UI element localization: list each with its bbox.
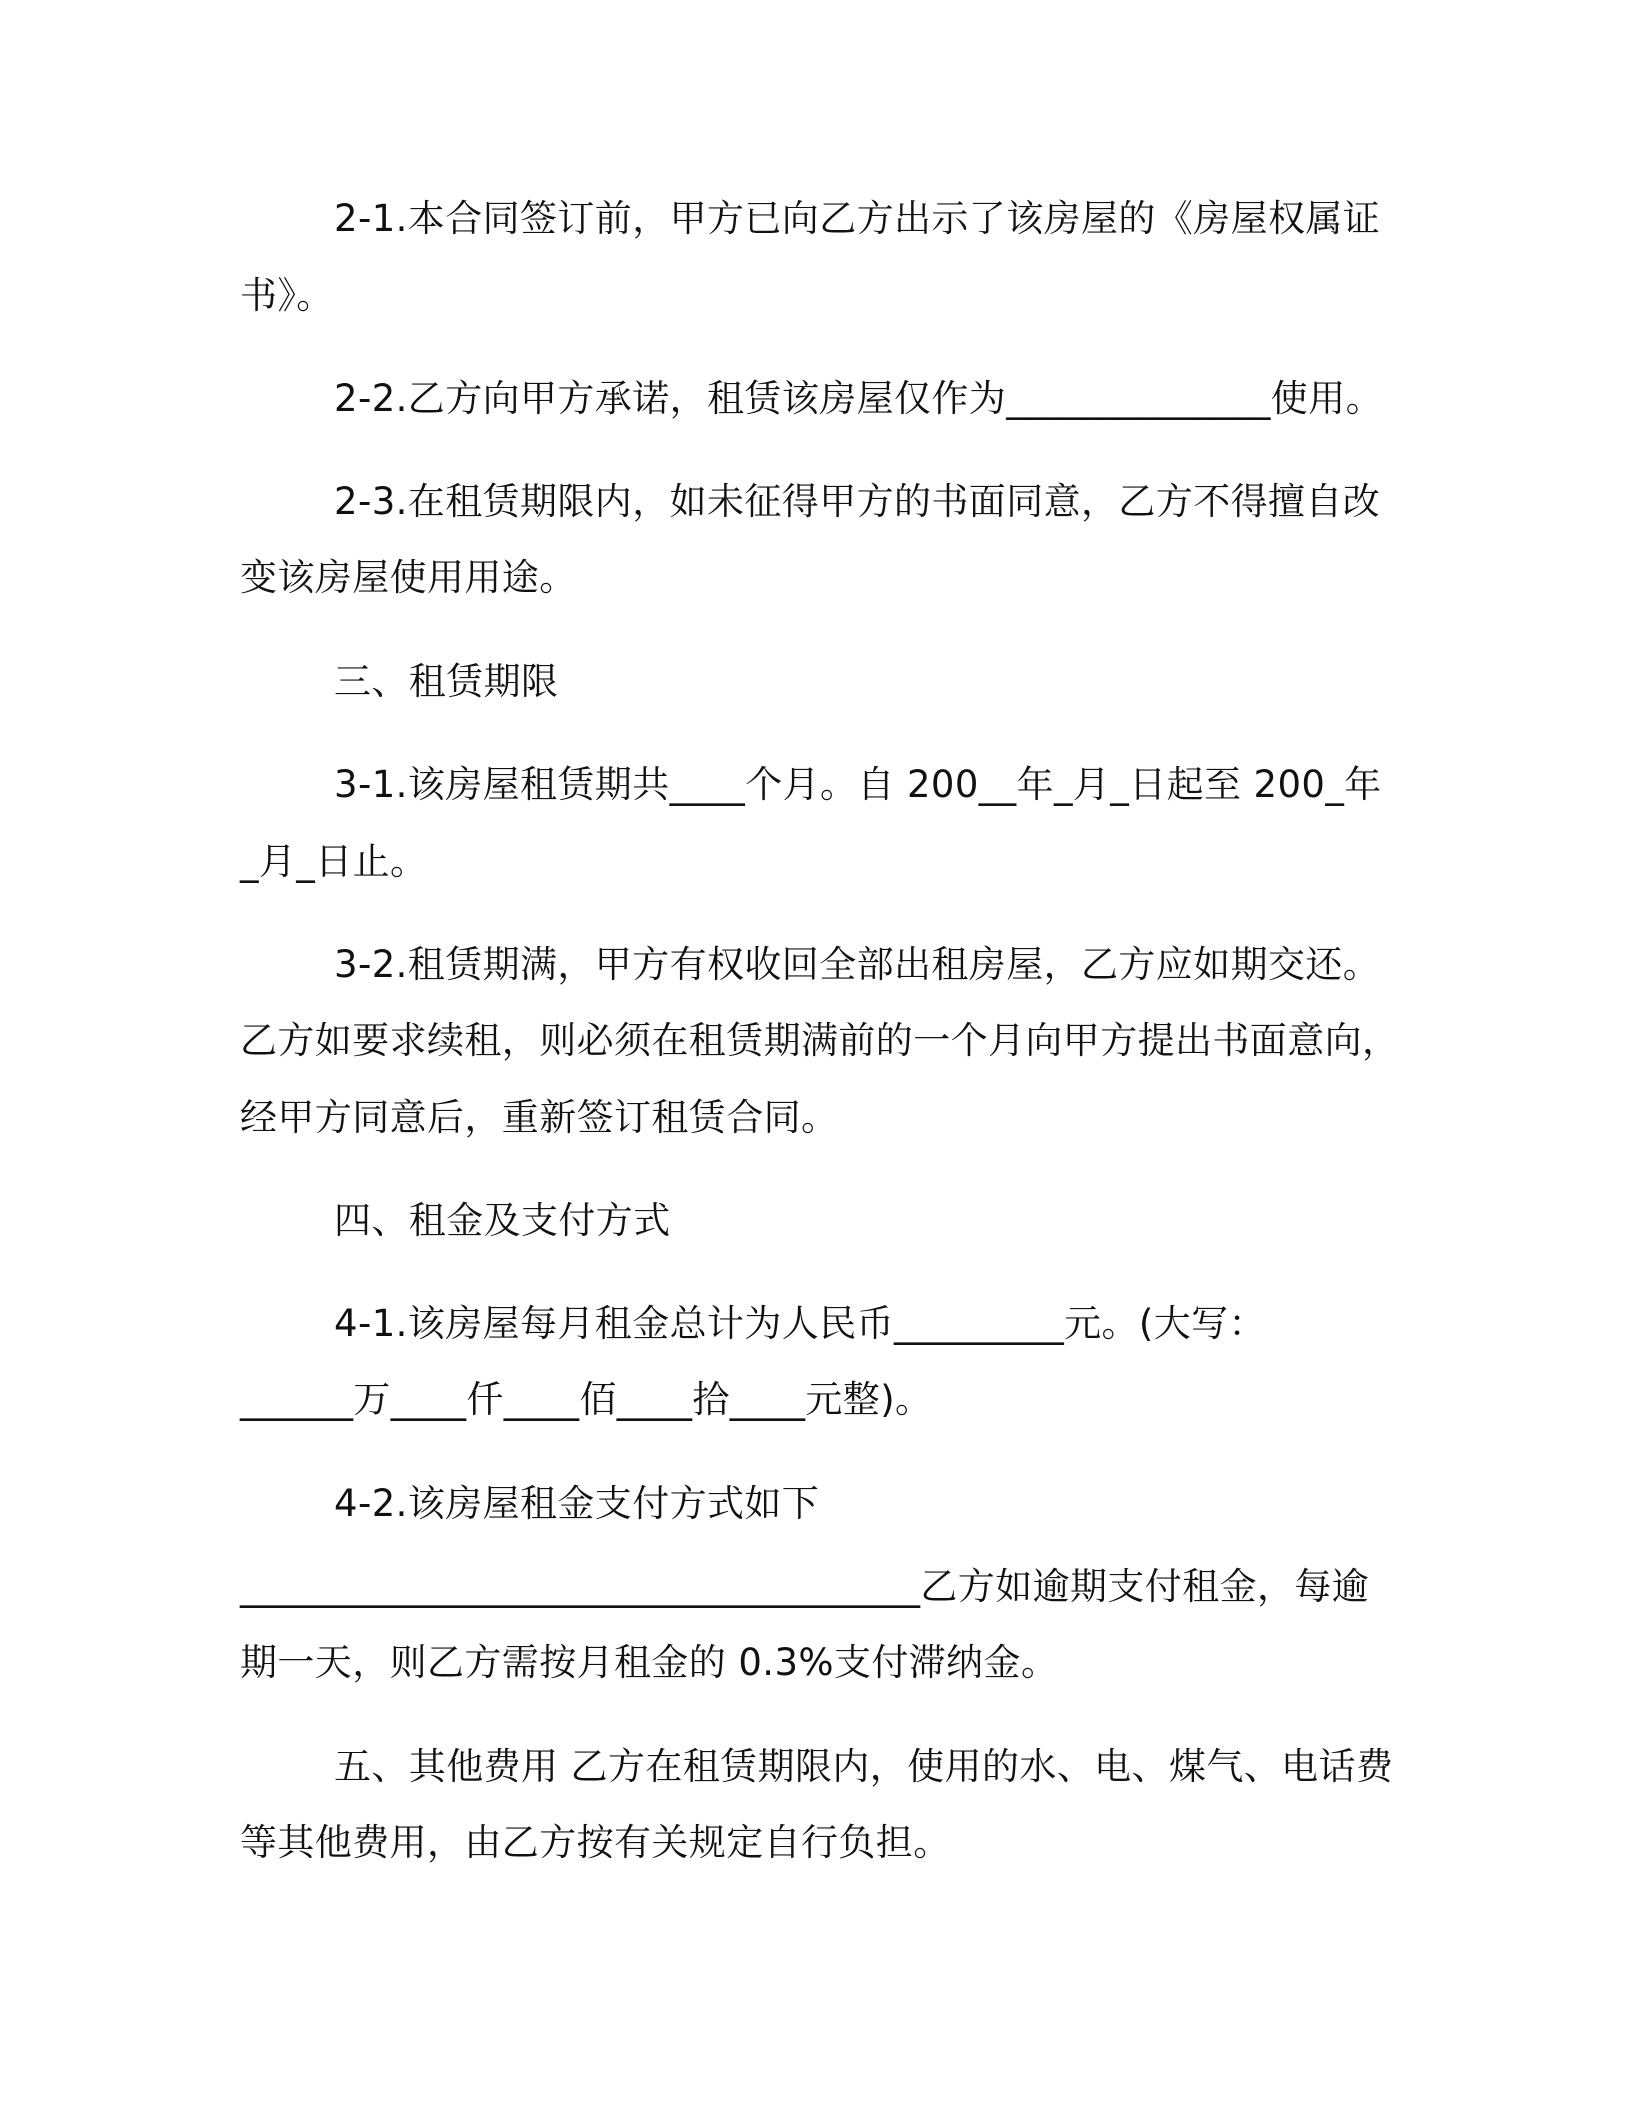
clause-4-1-line-1: 4-1.该房屋每月租金总计为人民币_________元。(大写：: [334, 1302, 1266, 1345]
clause-3-2-line-2: 乙方如要求续租，则必须在租赁期满前的一个月向甲方提出书面意向，: [240, 1019, 1400, 1062]
section-5-line-2: 等其他费用，由乙方按有关规定自行负担。: [240, 1821, 951, 1864]
clause-4-1-line-2: ______万____仟____佰____拾____元整)。: [240, 1378, 933, 1421]
clause-4-2-line-3: 期一天，则乙方需按月租金的 0.3%支付滞纳金。: [240, 1641, 1059, 1684]
document-page: [240, 0, 1400, 2112]
clause-2-1-line-2: 书》。: [240, 274, 334, 317]
clause-2-3-line-1: 2-3.在租赁期限内，如未征得甲方的书面同意，乙方不得擅自改: [334, 480, 1381, 523]
clause-2-2: 2-2.乙方向甲方承诺，租赁该房屋仅作为______________使用。: [334, 377, 1383, 420]
clause-3-1-line-2: _月_日止。: [240, 840, 428, 883]
clause-3-1-line-1: 3-1.该房屋租赁期共____个月。自 200__年_月_日起至 200_年: [334, 763, 1382, 806]
section-5-line-1: 五、其他费用 乙方在租赁期限内，使用的水、电、煤气、电话费: [334, 1745, 1394, 1788]
clause-2-1-line-1: 2-1.本合同签订前，甲方已向乙方出示了该房屋的《房屋权属证: [334, 197, 1381, 240]
clause-3-2-line-3: 经甲方同意后，重新签订租赁合同。: [240, 1096, 839, 1139]
clause-2-3-line-2: 变该房屋使用用途。: [240, 556, 577, 599]
section-3-heading: 三、租赁期限: [334, 660, 559, 703]
clause-3-2-line-1: 3-2.租赁期满，甲方有权收回全部出租房屋，乙方应如期交还。: [334, 943, 1381, 986]
clause-4-2-line-2: ____________________________________乙方如逾期支付租金，每逾: [240, 1565, 1370, 1608]
clause-4-2-line-1: 4-2.该房屋租金支付方式如下: [334, 1482, 820, 1525]
section-4-heading: 四、租金及支付方式: [334, 1199, 671, 1242]
